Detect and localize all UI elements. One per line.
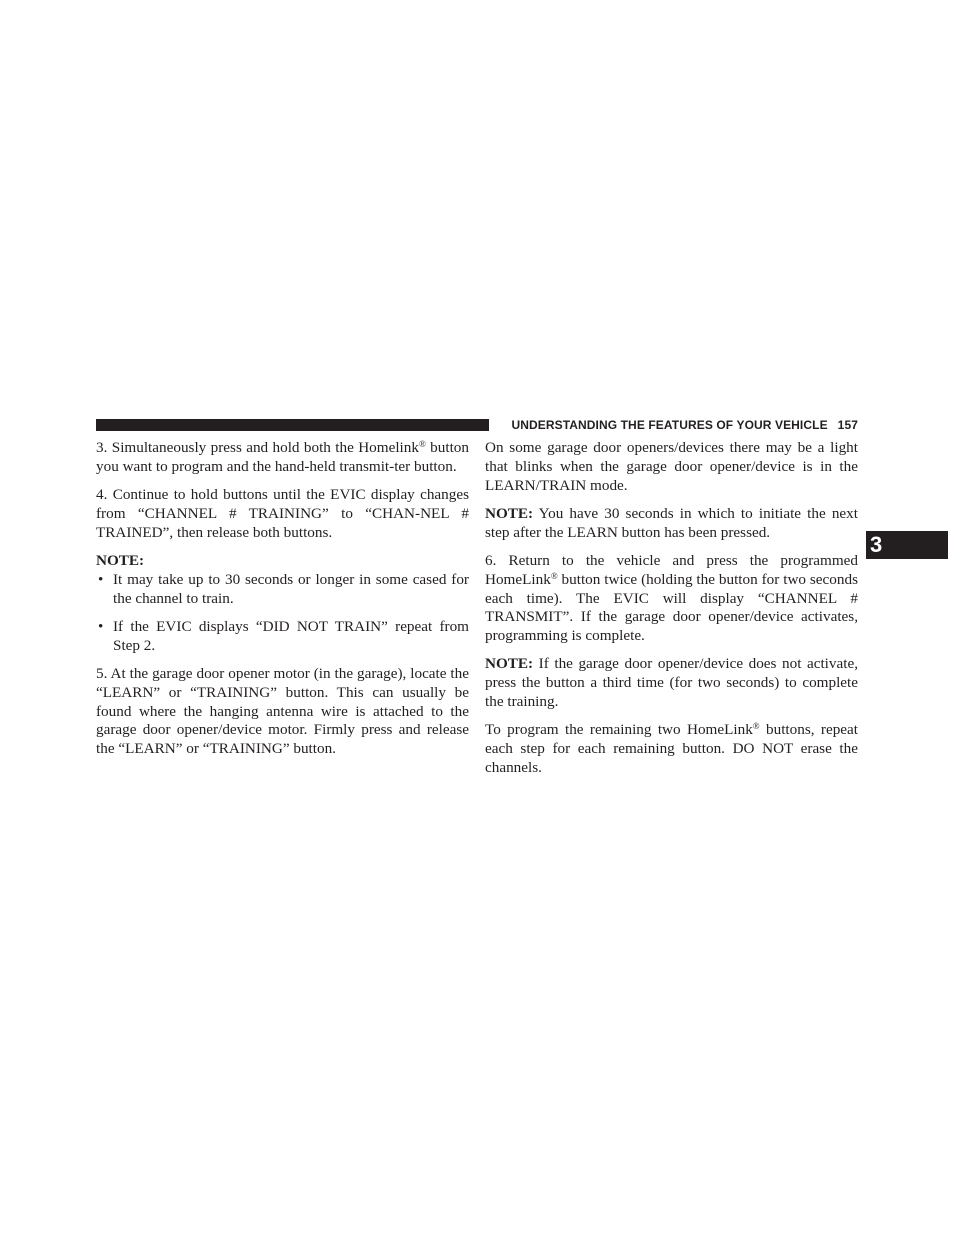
right-column [485,439,858,787]
registered-mark: ® [752,721,760,732]
note-list [96,571,469,656]
chapter-tab: 3 [866,531,948,559]
note-30-seconds: NOTE: You have 30 seconds in which to initiate the next step after the LEARN button has been pressed. [485,504,858,541]
list-item: • It may take up to 30 seconds or longer in some cased for the channel to train. [98,570,469,607]
remaining-buttons-paragraph: To program the remaining two HomeLink® buttons, repeat each step for each remaining button. DO NOT erase the channels. [485,721,858,776]
step-6: 6. Return to the vehicle and press the programmed HomeLink® button twice (holding the button for two seconds each time). The EVIC will display “CHANNEL # TRANSMIT”. If the garage door opener/device activates, programming is complete. [485,551,858,645]
registered-mark: ® [418,439,426,449]
step-4: 4. Continue to hold buttons until the EVIC display changes from “CHANNEL # TRAINING” to “CHAN-NEL # TRAINED”, then release both buttons. [96,486,469,541]
left-column [96,439,469,768]
page-number: 157 [837,418,858,432]
list-item: • If the EVIC displays “DID NOT TRAIN” repeat from Step 2. [98,617,469,654]
section-title: UNDERSTANDING THE FEATURES OF YOUR VEHICLE [511,418,828,432]
running-header [497,418,858,432]
bullet-icon: • [98,617,104,635]
step-5: 5. At the garage door opener motor (in the garage), locate the “LEARN” or “TRAINING” button. This can usually be found where the hanging antenna wire is attached to the garage door opener/device motor. Firmly press and release the “LEARN” or “TRAINING” button. [96,664,469,758]
registered-mark: ® [550,570,558,581]
blink-light-paragraph: On some garage door openers/devices there may be a light that blinks when the garage door opener/device is in the LEARN/TRAIN mode. [485,439,858,494]
bullet-icon: • [98,570,104,588]
note-label: NOTE: [485,504,534,522]
step-3: 3. Simultaneously press and hold both the Homelink® button you want to program and the hand-held transmit-ter button. [96,439,469,475]
header-rule [96,419,489,431]
note-heading: NOTE: [96,551,145,569]
note-label: NOTE: [485,655,534,673]
note-third-press: NOTE: If the garage door opener/device does not activate, press the button a third time (for two seconds) to complete the training. [485,655,858,711]
